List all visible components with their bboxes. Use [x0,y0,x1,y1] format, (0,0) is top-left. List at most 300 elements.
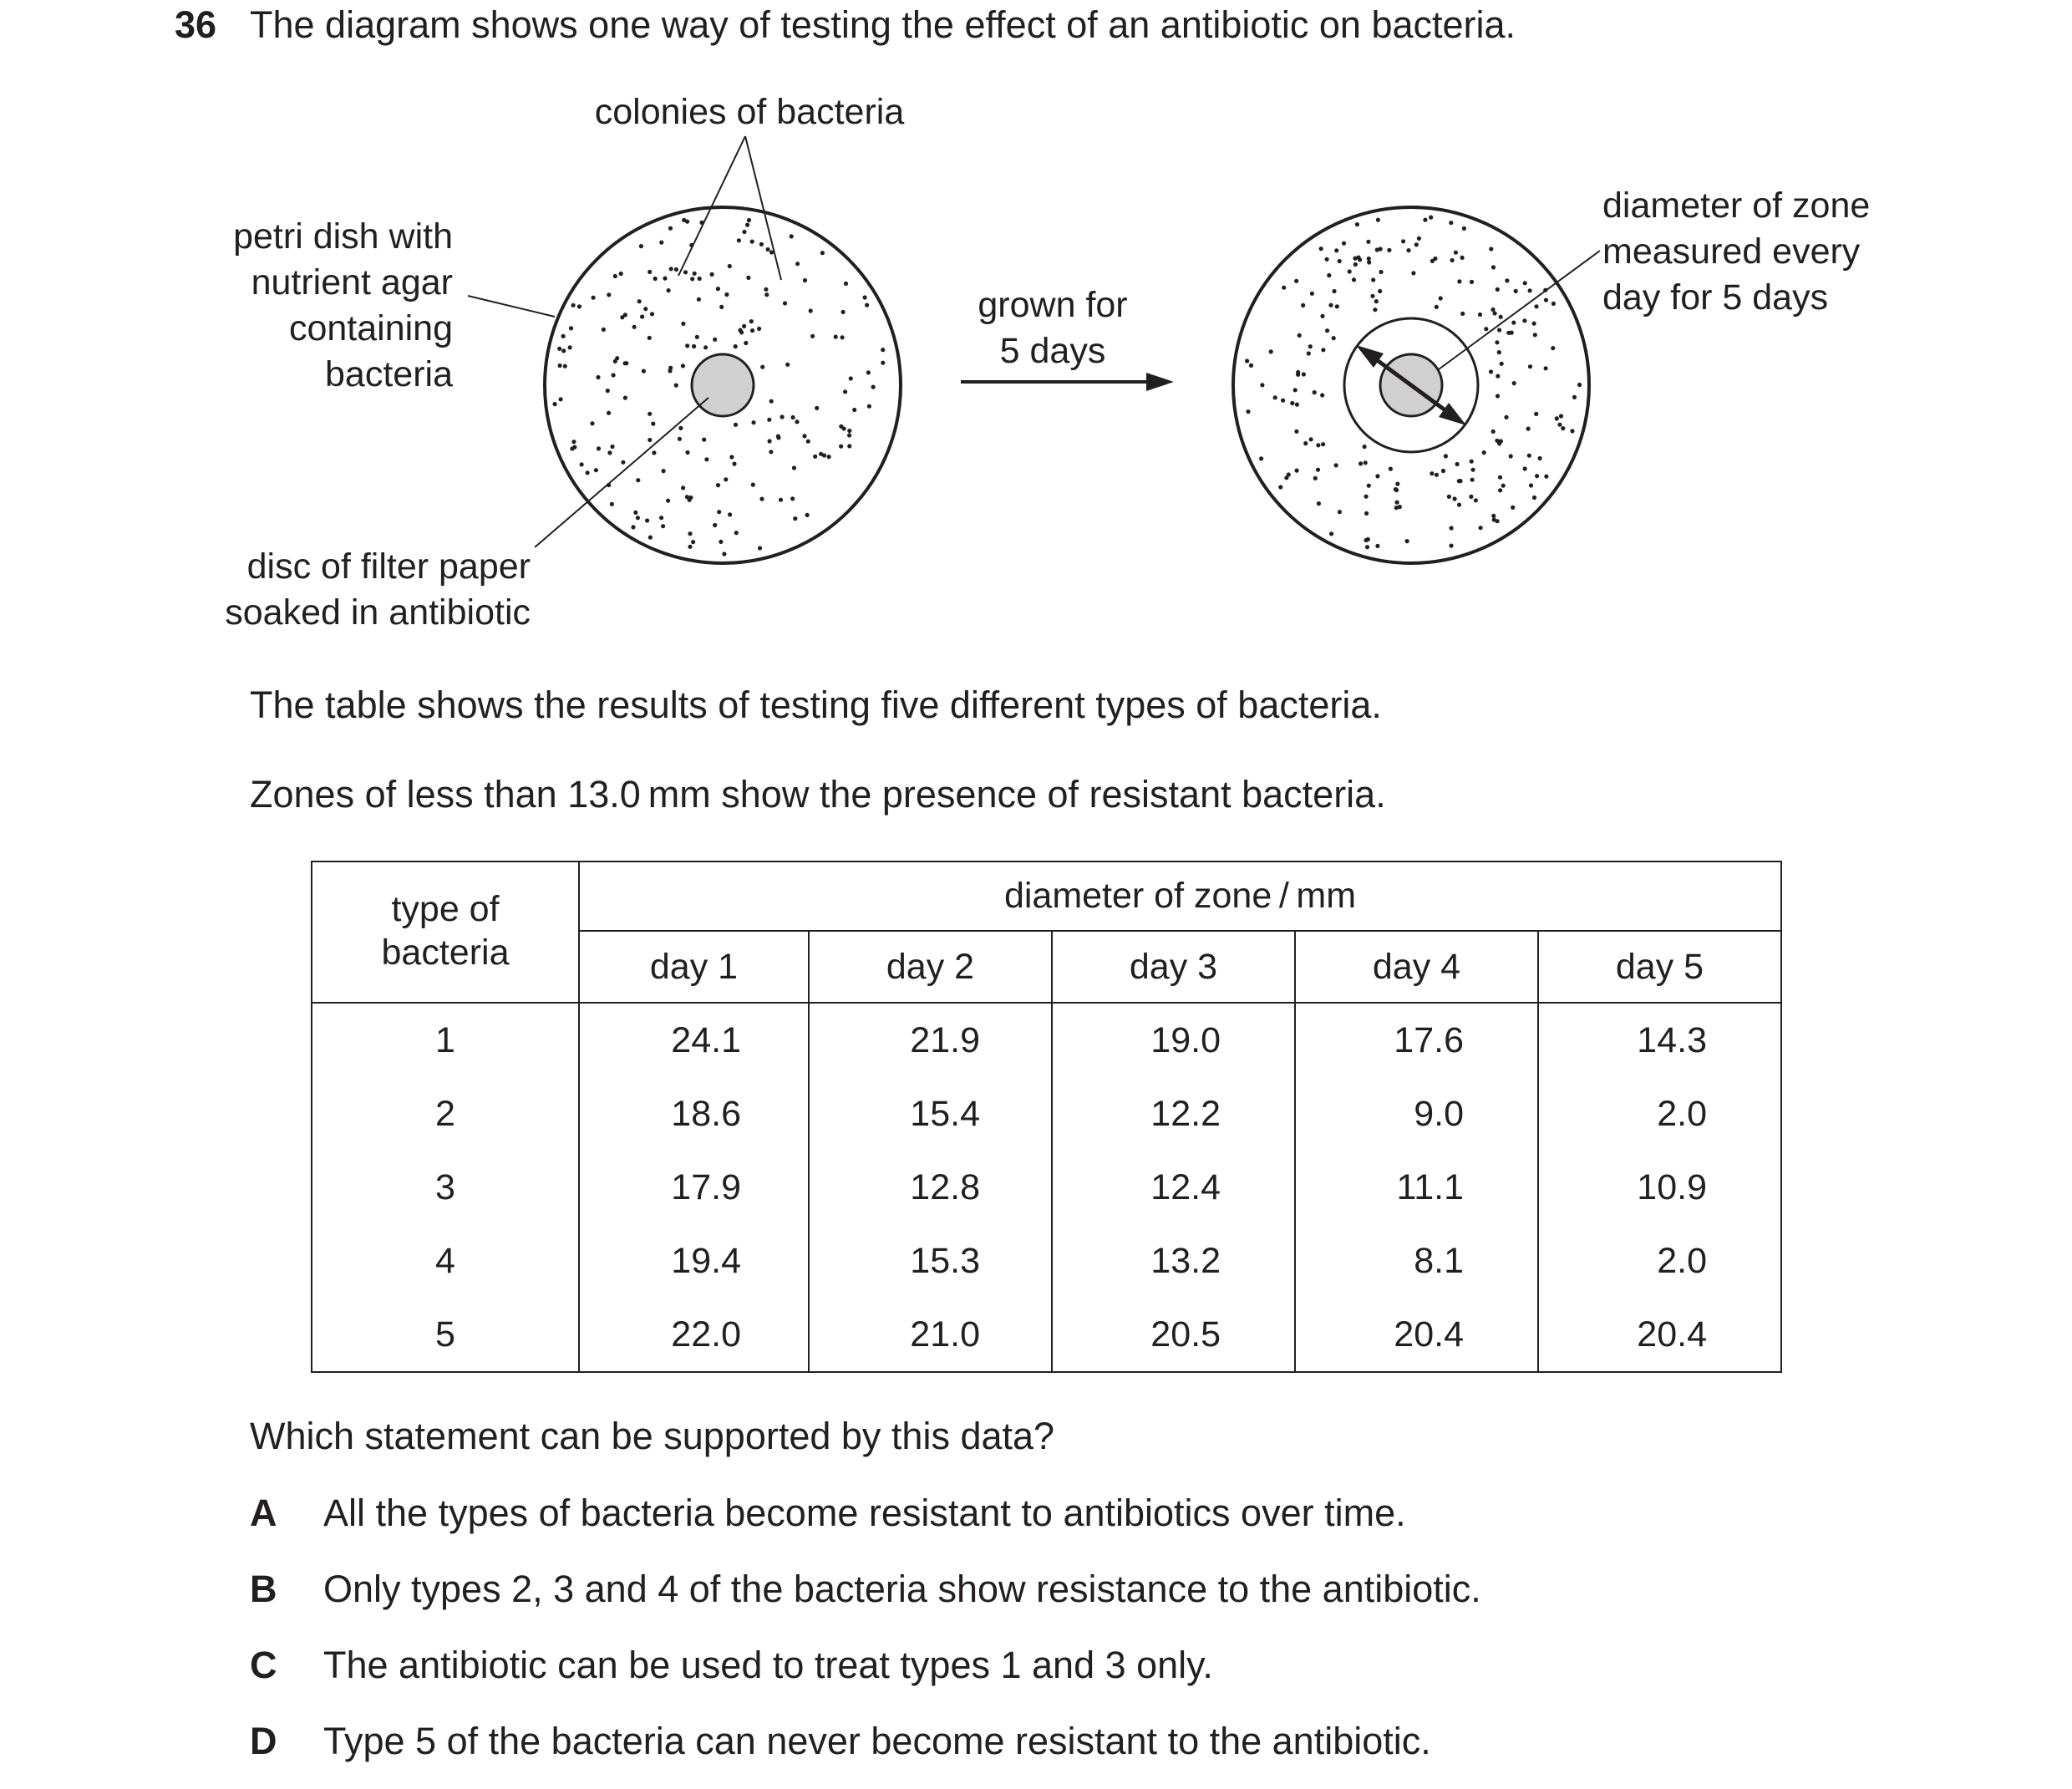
colony-dot [1497,350,1501,354]
colony-dot [716,483,720,487]
colony-dot [815,406,819,410]
colony-dot [1528,364,1532,368]
colony-dot [1375,544,1379,548]
colony-dot [652,450,656,455]
colony-dot [1447,495,1451,499]
option-a-letter[interactable]: A [250,1492,277,1534]
colony-dot [667,288,671,292]
colony-dot [1470,280,1474,284]
colony-dot [1302,372,1306,376]
colony-dot [1375,474,1379,478]
colony-dot [839,424,843,429]
colony-dot [653,277,658,281]
colony-dot [703,345,708,349]
colony-dot [1316,443,1320,447]
results-table [311,861,1782,1373]
colony-dot [669,267,673,271]
colony-dot [1298,333,1302,338]
colony-dot [820,251,825,255]
colony-dot [704,457,708,461]
colony-dot [666,499,670,503]
colony-dot [1454,251,1458,255]
colony-dot [1522,318,1526,323]
colony-dot [844,282,848,286]
colony-dot [1470,460,1474,464]
colony-dot [610,502,614,506]
colony-dot [1332,336,1336,340]
colony-dot [1489,369,1493,374]
zone-value: 14.3 [1538,1003,1781,1077]
colony-dot [648,412,652,416]
colony-dot [594,468,598,472]
colony-dot [693,272,697,276]
question-prompt: Which statement can be supported by this data? [250,1415,1055,1457]
colony-dot [1301,303,1305,307]
colony-dot [1544,298,1548,302]
zone-value: 12.2 [1052,1077,1295,1151]
option-d-text[interactable]: Type 5 of the bacteria can never become resistant to the antibiotic. [323,1720,1431,1762]
colony-dot [681,485,685,490]
colony-dot [1559,414,1563,418]
colony-dot [668,366,673,370]
header-day: day 3 [1052,931,1295,1003]
colony-dot [1389,467,1393,471]
colony-dot [1284,475,1288,480]
colony-dot [572,445,576,450]
colony-dot [1534,412,1538,416]
header-day: day 4 [1295,931,1538,1003]
colony-dot [757,327,761,331]
colony-dot [1290,401,1294,405]
colony-dot [1316,468,1320,472]
colony-dot [713,338,717,342]
colony-dot [1364,460,1368,465]
colony-dot [790,234,794,238]
colony-dot [1269,349,1273,353]
colony-dot [636,516,640,520]
bacteria-type: 2 [312,1077,579,1151]
colony-dot [867,404,871,409]
colony-dot [1328,303,1333,307]
colony-dot [795,419,799,424]
colony-dot [1321,348,1325,352]
colony-dot [1353,262,1358,267]
colony-dot [1544,475,1548,479]
colony-dot [849,376,853,380]
colony-dot [1367,484,1371,488]
colony-dot [1496,394,1500,398]
colony-dot [1435,473,1439,477]
colony-dot [768,439,772,443]
colony-dot [1551,302,1556,306]
colony-dot [681,322,685,326]
colony-dot [685,495,689,499]
colony-dot [1411,271,1415,275]
colony-dot [1533,333,1537,337]
table-row [312,1003,1781,1077]
colony-dot [1401,239,1405,243]
colony-dot [767,418,771,422]
colony-dot [558,363,562,368]
question-number: 36 [175,3,217,46]
colony-dot [1460,312,1465,316]
colony-dot [1245,358,1249,363]
colony-dot [1484,327,1488,331]
colony-dot [1310,292,1314,296]
colony-dot [592,296,596,300]
zone-value: 17.9 [579,1151,809,1224]
colony-dot [1376,218,1380,222]
colony-dot [746,276,750,280]
colony-dot [678,426,683,430]
colony-dot [1358,257,1362,262]
colony-dot [728,264,732,268]
colony-dot [1572,395,1577,399]
colony-dot [1338,510,1342,514]
colony-dot [1492,517,1496,521]
colony-dot [1259,456,1263,460]
colony-dot [1462,226,1466,231]
colony-dot [732,462,736,466]
colony-dot [1453,496,1457,501]
colony-dot [1439,296,1443,300]
colony-dot [643,307,648,311]
colony-dot [1491,429,1496,434]
colony-dot [1364,495,1369,499]
colony-dot [750,328,754,333]
colony-dot [631,525,635,529]
label-colonies: colonies of bacteria [594,92,905,132]
colony-dot [769,450,773,454]
colony-dot [1497,328,1501,332]
colony-dot [619,272,623,276]
colony-dot [637,299,642,303]
bacteria-type: 3 [312,1151,579,1224]
colony-dot [1249,363,1253,368]
colony-dot [750,240,754,244]
colony-dot [1398,505,1402,509]
colony-dot [659,516,663,520]
option-c-text[interactable]: The antibiotic can be used to treat types 1 and 3 only. [323,1644,1213,1686]
colony-dot [553,402,557,406]
colony-dot [577,304,581,308]
colony-dot [766,247,770,252]
colony-dot [1498,475,1502,480]
colony-dot [702,438,706,442]
colony-dot [1498,488,1502,492]
colony-dot [749,319,754,323]
colony-dot [1514,289,1518,293]
colony-dot [607,411,611,415]
colony-dot [662,469,666,473]
colony-dot [623,313,627,317]
colony-dot [1523,466,1527,470]
colony-dot [1395,501,1399,505]
colony-dot [1523,281,1527,285]
colony-dot [1501,484,1506,488]
colony-dot [1309,437,1313,441]
colony-dot [1365,545,1369,549]
zone-value: 20.4 [1538,1298,1781,1372]
table-row [312,1151,1781,1224]
zone-value: 13.2 [1052,1224,1295,1298]
colony-dot [674,267,678,272]
colony-dot [1371,277,1375,282]
colony-dot [1528,288,1532,292]
colony-dot [822,453,826,457]
colony-dot [1479,526,1483,530]
colony-dot [719,540,723,544]
colony-dot [747,218,751,222]
colony-dot [1499,439,1503,443]
colony-dot [1417,236,1421,241]
colony-dot [1555,416,1559,420]
colony-dot [742,230,746,234]
colony-dot [607,450,612,455]
colony-dot [1496,374,1500,379]
colony-dot [612,373,616,377]
zone-value: 24.1 [579,1003,809,1077]
colony-dot [1366,240,1370,244]
colony-dot [1296,370,1300,374]
colony-dot [1307,351,1311,355]
colony-dot [1450,526,1454,530]
colony-dot [683,270,688,274]
colony-dot [795,262,800,266]
colony-dot [759,242,764,246]
colony-dot [1363,445,1367,449]
colony-dot [1441,469,1445,473]
colony-dot [678,437,682,441]
colony-dot [610,445,614,449]
colony-dot [695,335,699,339]
grown-arrow [961,373,1174,391]
intro-paragraph-1: The table shows the results of testing five different types of bacteria. [250,684,1382,726]
colony-dot [661,524,665,528]
colony-dot [685,450,689,455]
header-day: day 5 [1538,931,1781,1003]
colony-dot [1493,311,1497,315]
colony-dot [1509,454,1513,458]
colony-dot [1260,383,1264,387]
colony-dot [1332,289,1336,293]
colony-dot [1532,322,1536,326]
colony-dot [1405,539,1409,543]
colony-dot [852,408,856,412]
intro-paragraph-2: Zones of less than 13.0 mm show the presence of resistant bacteria. [250,773,1386,816]
colony-dot [1474,498,1478,502]
colony-dot [745,223,749,227]
colony-dot [1387,248,1391,252]
colony-dot [1293,388,1298,392]
zone-value: 10.9 [1538,1151,1781,1224]
header-type-of-bacteria: type of bacteria [312,861,579,1003]
colony-dot [642,369,646,374]
colony-dot [1505,278,1509,282]
colony-dot [1317,501,1321,506]
colony-dot [602,328,606,332]
colony-dot [1458,479,1462,483]
colony-dot [785,363,790,367]
colony-dot [716,287,720,291]
colony-dot [1499,315,1503,319]
colony-dot [803,278,807,282]
colony-dot [1321,442,1325,446]
colony-dot [1319,246,1323,251]
colony-dot [813,455,817,459]
colony-dot [1327,273,1331,277]
colony-dot [841,310,846,314]
colony-dot [734,423,738,427]
colony-dot [1577,383,1582,387]
colony-dot [1500,362,1504,366]
colony-dot [1370,294,1374,298]
colony-dot [691,540,695,544]
colony-dot [760,365,764,369]
colony-dot [1282,286,1286,290]
colony-dot [1532,496,1536,500]
colony-dot [1348,269,1352,273]
colony-dot [1449,221,1453,225]
colony-dot [1406,248,1410,252]
label-diameter: diameter of zone measured every day for 5 days [1602,186,1871,318]
option-c-letter[interactable]: C [250,1644,277,1686]
zone-value: 15.3 [809,1224,1052,1298]
colony-dot [1457,503,1461,507]
colony-dot [1320,393,1324,397]
colony-dot [571,440,576,444]
colony-dot [1460,256,1465,260]
colony-dot [561,334,566,338]
colony-dot [1313,476,1318,480]
colony-dot [847,429,851,433]
colony-dot [751,483,755,487]
colony-dot [1294,279,1298,283]
colony-dot [776,435,780,439]
colony-dot [847,433,851,437]
colony-dot [758,546,762,550]
colony-dot [780,414,785,419]
colony-dot [568,345,572,349]
colony-dot [633,511,637,515]
colony-dot [651,422,655,426]
bacteria-type: 5 [312,1298,579,1372]
colony-dot [607,292,611,297]
colony-dot [871,385,876,389]
colony-dot [843,389,847,394]
colony-dot [1342,241,1346,246]
option-b-text[interactable]: Only types 2, 3 and 4 of the bacteria show resistance to the antibiotic. [323,1568,1481,1610]
colony-dot [1325,328,1329,333]
colony-dot [1491,265,1496,269]
colony-dot [805,513,810,517]
zone-value: 8.1 [1295,1224,1538,1298]
colony-dot [863,295,867,299]
colony-dot [1478,313,1482,317]
colony-dot [663,277,667,281]
option-a-text[interactable]: All the types of bacteria become resistant to antibiotics over time. [323,1492,1406,1534]
colony-dot [1529,483,1533,487]
colony-dot [621,460,625,465]
zone-value: 21.9 [809,1003,1052,1077]
colony-dot [1375,247,1379,252]
colony-dot [1561,426,1565,430]
option-b-letter[interactable]: B [250,1568,277,1610]
colony-dot [648,336,652,340]
colony-dot [717,510,721,514]
colony-dot [791,415,795,419]
colony-dot [1449,544,1453,548]
colony-dot [1379,270,1383,274]
colony-dot [802,434,806,438]
colony-dot [1511,321,1516,325]
colony-dot [563,364,567,368]
table-row [312,1077,1781,1151]
colony-dot [1246,409,1250,414]
colony-dot [1495,340,1499,344]
colony-dot [1527,454,1531,458]
colony-dot [674,384,678,388]
colony-dot [1423,218,1427,222]
colony-dot [640,314,644,318]
zone-value: 22.0 [579,1298,809,1372]
colony-dot [764,287,768,292]
colony-dot [692,344,696,348]
colony-dot [881,361,885,365]
zone-value: 15.4 [809,1077,1052,1151]
zone-value: 18.6 [579,1077,809,1151]
colony-dot [1295,469,1299,473]
colony-dot [1394,488,1399,492]
zone-value: 21.0 [809,1298,1052,1372]
label-disc: disc of filter paper soaked in antibiotic [225,546,531,633]
colony-dot [1294,429,1298,434]
colony-dot [1433,257,1437,261]
colony-dot [713,523,717,527]
colony-dot [648,536,653,540]
colony-dot [1435,305,1439,309]
zone-value: 2.0 [1538,1224,1781,1298]
colony-dot [1429,216,1433,220]
colony-dot [1570,429,1574,433]
zone-value: 17.6 [1295,1003,1538,1077]
colony-dot [737,238,741,242]
zone-value: 19.0 [1052,1003,1295,1077]
bacteria-type: 1 [312,1003,579,1077]
colony-dot [1320,314,1324,318]
colony-dot [865,303,869,307]
colony-dot [1471,468,1475,472]
colony-dot [1430,471,1434,475]
option-d-letter[interactable]: D [250,1720,277,1762]
colony-dot [1482,450,1486,455]
colony-dot [586,470,590,475]
colony-dot [1273,395,1277,399]
colony-dot [697,297,701,302]
table-row [312,1224,1781,1298]
colony-dot [1353,257,1357,261]
colony-dot [792,465,796,470]
colony-dot [1281,399,1285,403]
colony-dot [1313,390,1317,394]
colony-dot [1395,482,1399,486]
colony-dot [1457,279,1461,283]
colony-dot [1374,299,1379,303]
colony-dot [1352,277,1356,282]
colony-dot [1455,462,1460,466]
colony-dot [724,477,728,481]
colony-dot [659,241,663,245]
